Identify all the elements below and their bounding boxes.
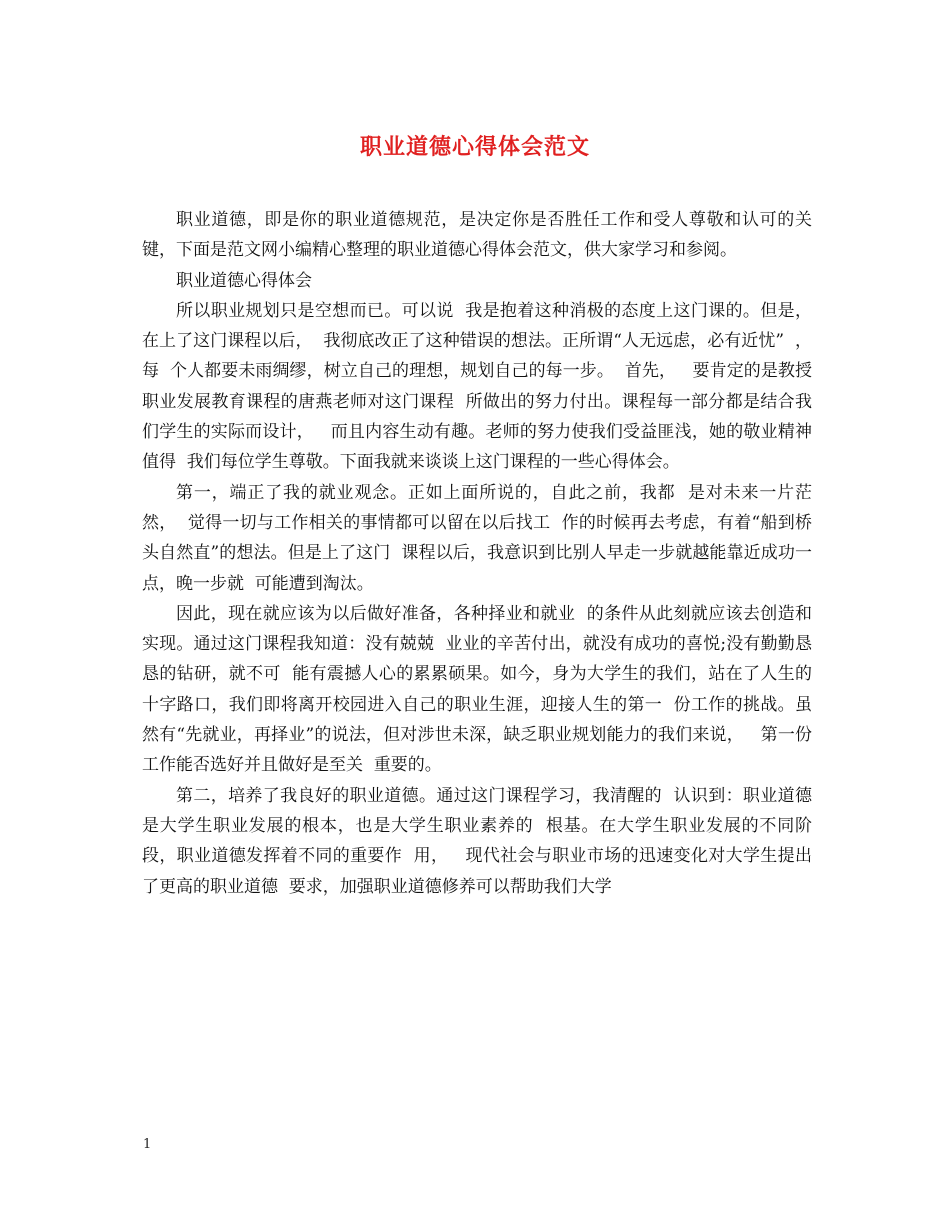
page-number: 1 bbox=[143, 1137, 152, 1152]
body-paragraph: 第一，端正了我的就业观念。正如上面所说的，自此之前，我都 是对未来一片茫然， 觉得一切与工作相关的事情都可以留在以后找工 作的时候再去考虑，有着“船到桥头自然直”的想法。但是上了这门 课程以后，我意识到比别人早走一步就越能靠近成功一点，晚一步就 可能遭到淘汰。 bbox=[142, 482, 812, 594]
document-title: 职业道德心得体会范文 bbox=[359, 134, 590, 160]
body-paragraph: 所以职业规划只是空想而已。可以说 我是抱着这种消极的态度上这门课的。但是，在上了这门课程以后， 我彻底改正了这种错误的想法。正所谓“人无远虑，必有近忧” ，每 个人都要未雨绸缪，树立自己的理想，规划自己的每一步。 首先， 要肯定的是教授职业发展教育课程的唐燕老师对这门课程 所做出的努力付出。课程每一部分都是结合我们学生的实际而设计， 而且内容生动有趣。老师的努力使我们受益匪浅，她的敬业精神值得 我们每位学生尊敬。下面我就来谈谈上这门课程的一些心得体会。 bbox=[142, 300, 812, 473]
body-paragraph: 因此，现在就应该为以后做好准备，各种择业和就业 的条件从此刻就应该去创造和实现。通过这门课程我知道：没有兢兢 业业的辛苦付出，就没有成功的喜悦;没有勤勤恳恳的钻研，就不可 能有震撼人心的累累硕果。如今，身为大学生的我们，站在了人生的 十字路口，我们即将离开校园进入自己的职业生涯，迎接人生的第一 份工作的挑战。虽然有“先就业，再择业”的说法，但对涉世未深，缺乏职业规划能力的我们来说， 第一份工作能否选好并且做好是至关 重要的。 bbox=[142, 603, 823, 776]
section-heading: 职业道德心得体会 bbox=[176, 270, 312, 291]
document-body bbox=[142, 205, 823, 902]
intro-paragraph: 职业道德，即是你的职业道德规范，是决定你是否胜任工作和受人尊敬和认可的关键，下面是范文网小编精心整理的职业道德心得体会范文，供大家学习和参阅。 bbox=[142, 210, 812, 261]
body-paragraph: 第二，培养了我良好的职业道德。通过这门课程学习，我清醒的 认识到：职业道德是大学生职业发展的根本，也是大学生职业素养的 根基。在大学生职业发展的不同阶段，职业道德发挥着不同的重要作 用， 现代社会与职业市场的迅速变化对大学生提出了更高的职业道德 要求，加强职业道德修养可以帮助我们大学 bbox=[142, 785, 812, 897]
